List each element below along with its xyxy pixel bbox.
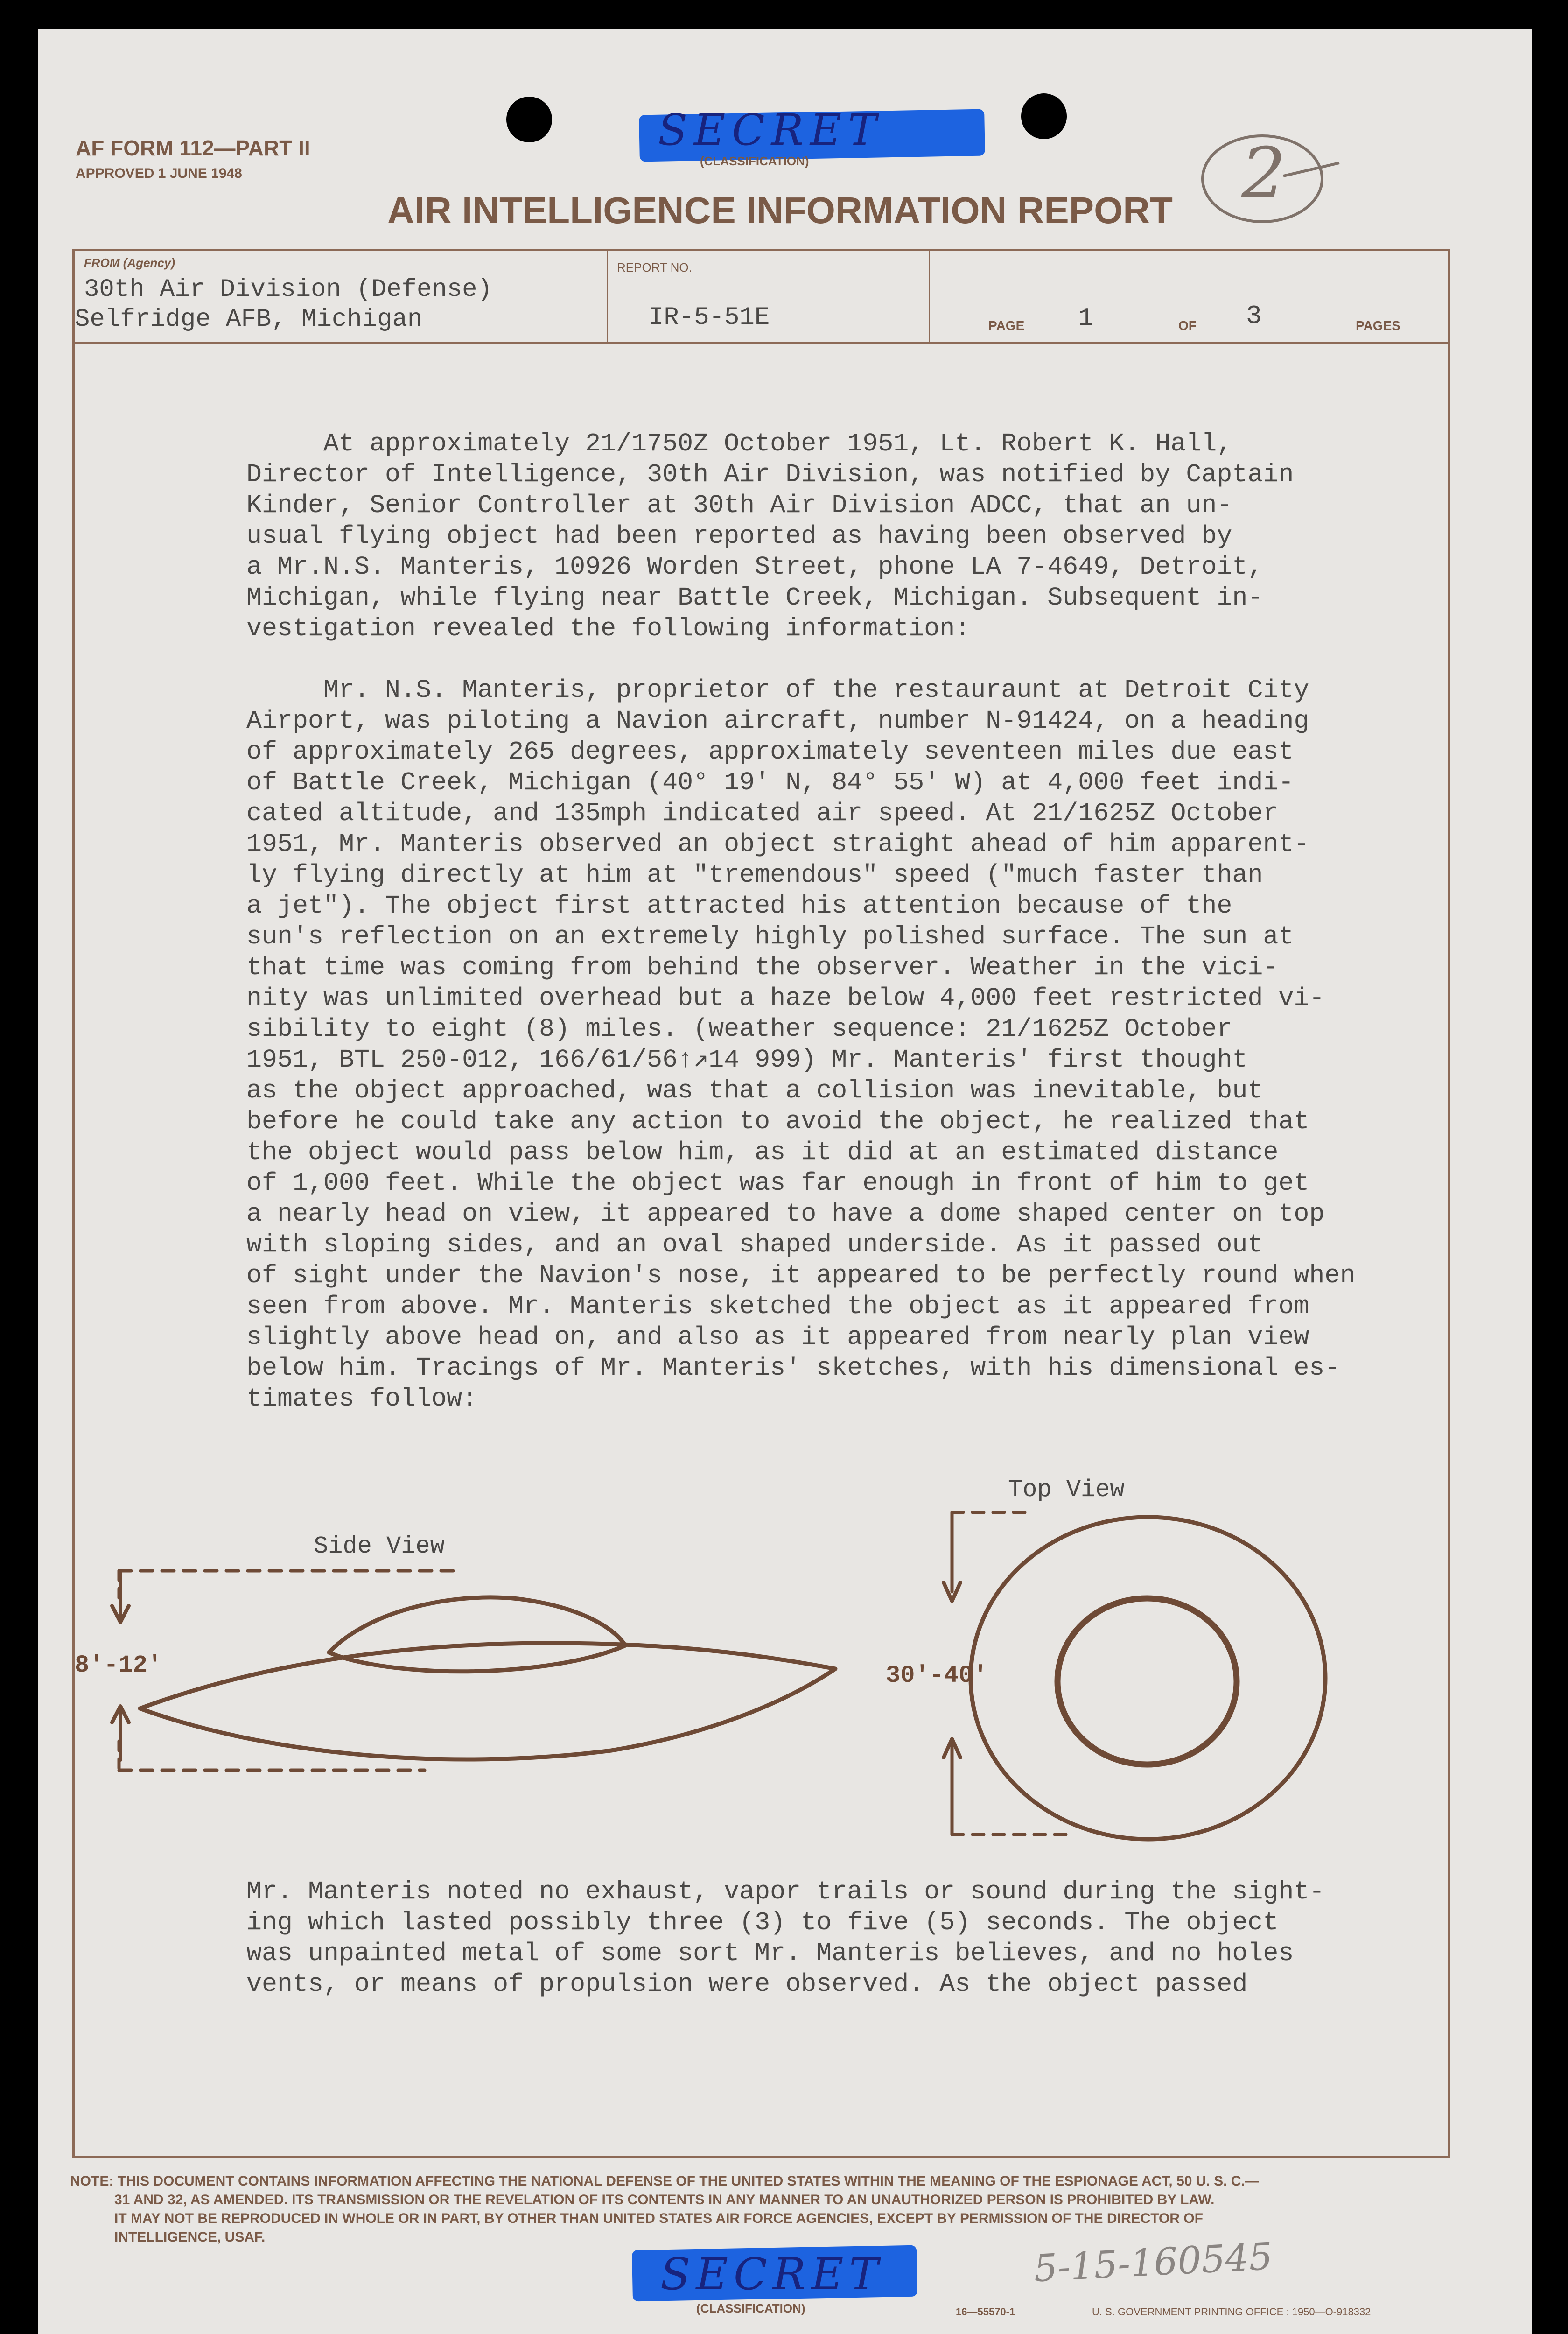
text-line: of 1,000 feet. While the object was far enough in front of him to get: [246, 1168, 1309, 1198]
text-line: vestigation revealed the following information:: [246, 614, 971, 643]
text-line: ing which lasted possibly three (3) to five (5) seconds. The object: [246, 1908, 1279, 1937]
text-line: sibility to eight (8) miles. (weather sequence: 21/1625Z October: [246, 1014, 1232, 1044]
top-view-sketch: [933, 1498, 1353, 1849]
header-col-divider-2: [929, 251, 930, 343]
note-line: 31 AND 32, AS AMENDED. ITS TRANSMISSION OR THE REVELATION OF ITS CONTENTS IN ANY MANNER TO AN UNAUTHORIZED PERSON IS PROHIBITED BY LAW.: [114, 2192, 1215, 2207]
text-line: Mr. Manteris noted no exhaust, vapor trails or sound during the sight-: [246, 1877, 1325, 1906]
text-line: below him. Tracings of Mr. Manteris' sketches, with his dimensional es-: [246, 1353, 1340, 1383]
text-line: a jet"). The object first attracted his attention because of the: [246, 891, 1232, 921]
handwritten-page-number: 2: [1241, 133, 1286, 214]
text-line: as the object approached, was that a collision was inevitable, but: [246, 1076, 1263, 1105]
form-number: AF FORM 112—PART II: [76, 136, 310, 160]
note-line: IT MAY NOT BE REPRODUCED IN WHOLE OR IN PART, BY OTHER THAN UNITED STATES AIR FORCE AGENCIES, EXCEPT BY PERMISSION OF THE DIRECTOR OF: [114, 2211, 1203, 2226]
text-line: Airport, was piloting a Navion aircraft, number N-91424, on a heading: [246, 706, 1309, 736]
text-line: Michigan, while flying near Battle Creek, Michigan. Subsequent in-: [246, 583, 1263, 612]
report-title: AIR INTELLIGENCE INFORMATION REPORT: [387, 190, 1173, 231]
printing-office: U. S. GOVERNMENT PRINTING OFFICE : 1950—O-918332: [1092, 2306, 1371, 2318]
body-paragraph-3: [246, 1877, 1324, 2000]
side-view-label: Side View: [314, 1533, 445, 1560]
text-line: timates follow:: [246, 1384, 478, 1413]
text-line: Mr. N.S. Manteris, proprietor of the restauraunt at Detroit City: [246, 675, 1309, 705]
text-line: of Battle Creek, Michigan (40° 19' N, 84° 55' W) at 4,000 feet indi-: [246, 768, 1294, 797]
text-line: was unpainted metal of some sort Mr. Manteris believes, and no holes: [246, 1939, 1294, 1968]
from-line-2: Selfridge AFB, Michigan: [75, 305, 423, 334]
punch-hole-left: [506, 97, 552, 142]
text-line: Director of Intelligence, 30th Air Division, was notified by Captain: [246, 460, 1294, 489]
approved-date: APPROVED 1 JUNE 1948: [76, 166, 242, 181]
header-row-divider: [75, 342, 1448, 344]
text-line: sun's reflection on an extremely highly polished surface. The sun at: [246, 922, 1294, 951]
text-line: with sloping sides, and an oval shaped underside. As it passed out: [246, 1230, 1263, 1259]
pages-label: PAGES: [1356, 318, 1400, 333]
text-line: seen from above. Mr. Manteris sketched the object as it appeared from: [246, 1292, 1309, 1321]
report-number: IR-5-51E: [649, 303, 770, 332]
page-number: 1: [1078, 303, 1094, 333]
page-label: PAGE: [988, 318, 1025, 333]
from-label: FROM (Agency): [84, 256, 175, 270]
text-line: before he could take any action to avoid the object, he realized that: [246, 1107, 1309, 1136]
text-line: ly flying directly at him at "tremendous" speed ("much faster than: [246, 860, 1263, 890]
print-code: 16—55570-1: [956, 2306, 1015, 2318]
top-dimension: 30'-40': [886, 1662, 988, 1689]
header-col-divider-1: [607, 251, 608, 343]
footer-note: [70, 2172, 1259, 2247]
note-line: INTELLIGENCE, USAF.: [114, 2229, 266, 2245]
body-paragraph-1: [246, 429, 1294, 644]
text-line: 1951, Mr. Manteris observed an object straight ahead of him apparent-: [246, 830, 1309, 859]
punch-hole-right: [1021, 93, 1067, 139]
side-view-sketch: [70, 1554, 854, 1779]
text-line: a Mr.N.S. Manteris, 10926 Worden Street, phone LA 7-4649, Detroit,: [246, 552, 1263, 582]
text-line: slightly above head on, and also as it appeared from nearly plan view: [246, 1322, 1309, 1352]
text-line: At approximately 21/1750Z October 1951, Lt. Robert K. Hall,: [246, 429, 1232, 458]
text-line: of sight under the Navion's nose, it appeared to be perfectly round when: [246, 1261, 1356, 1290]
text-line: 1951, BTL 250-012, 166/61/56↑↗14 999) Mr. Manteris' first thought: [246, 1045, 1248, 1075]
from-line-1: 30th Air Division (Defense): [84, 275, 492, 304]
text-line: a nearly head on view, it appeared to have a dome shaped center on top: [246, 1199, 1325, 1229]
text-line: nity was unlimited overhead but a haze below 4,000 feet restricted vi-: [246, 984, 1325, 1013]
classification-stamp-top: SECRET: [658, 105, 883, 155]
classification-label-bottom: (CLASSIFICATION): [696, 2301, 805, 2315]
classification-stamp-bottom: SECRET: [660, 2249, 884, 2300]
of-label: OF: [1178, 318, 1197, 333]
text-line: of approximately 265 degrees, approximately seventeen miles due east: [246, 737, 1294, 766]
side-dimension: 8'-12': [75, 1652, 162, 1679]
text-line: cated altitude, and 135mph indicated air speed. At 21/1625Z October: [246, 799, 1279, 828]
note-line: NOTE: THIS DOCUMENT CONTAINS INFORMATION AFFECTING THE NATIONAL DEFENSE OF THE UNITED STATES WITHIN THE MEANING OF THE ESPIONAGE ACT, 50 U. S. C.—: [70, 2173, 1259, 2189]
classification-label-top: (CLASSIFICATION): [700, 154, 809, 168]
body-paragraph-2: [246, 675, 1355, 1414]
top-view-label: Top View: [1008, 1476, 1125, 1504]
report-no-label: REPORT NO.: [617, 260, 692, 274]
text-line: that time was coming from behind the observer. Weather in the vici-: [246, 953, 1279, 982]
handwritten-file-number: 5-15-160545: [1032, 2234, 1274, 2291]
text-line: vents, or means of propulsion were observed. As the object passed: [246, 1969, 1248, 1999]
text-line: usual flying object had been reported as having been observed by: [246, 521, 1232, 551]
text-line: the object would pass below him, as it did at an estimated distance: [246, 1138, 1279, 1167]
total-pages: 3: [1246, 301, 1262, 331]
text-line: Kinder, Senior Controller at 30th Air Division ADCC, that an un-: [246, 491, 1232, 520]
